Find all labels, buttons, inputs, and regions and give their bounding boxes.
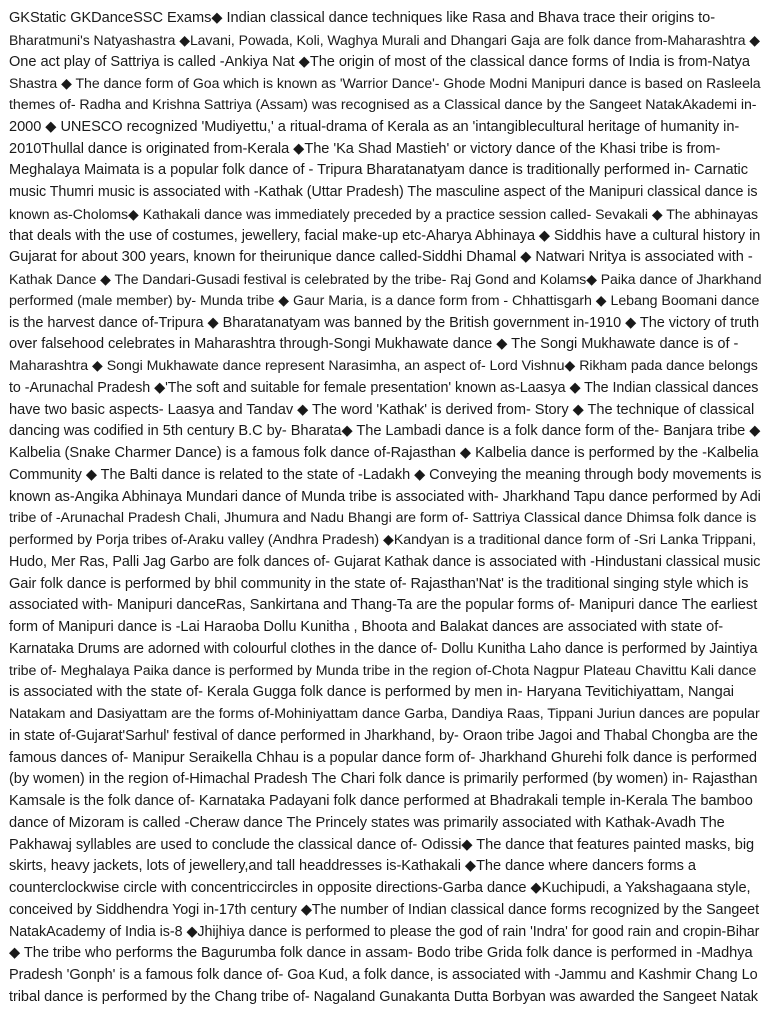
text-line: known as-Choloms◆ Kathakali dance was immediately preceded by a practice session called- Sevakali ◆ The abhinayas: [9, 205, 759, 222]
text-line: Maharashtra ◆ Songi Mukhawate dance represent Narasimha, an aspect of- Lord Vishnu◆ Rikham pada dance belongs: [9, 358, 758, 374]
text-line: Natakam and Dasiyattam are the forms of-Mohiniyattam dance Garba, Dandiya Raas, Tippani Juriun dances are popular: [9, 706, 760, 722]
text-line: 2000 ◆ UNESCO recognized 'Mudiyettu,' a ritual-drama of Kerala as an 'intangiblecultural heritage of humanity in-: [9, 118, 740, 135]
text-line: Meghalaya Maimata is a popular folk dance of - Tripura Bharatanatyam dance is traditionally performed in- Carnatic: [9, 162, 748, 179]
text-line: performed by Porja tribes of-Araku valley (Andhra Pradesh) ◆Kandyan is a traditional dance form of -Sri Lanka Trippani,: [9, 532, 757, 548]
text-line: Hudo, Mer Ras, Palli Jag Garbo are folk dances of- Gujarat Kathak dance is associated with -Hindustani classical music: [9, 553, 761, 570]
text-line: that deals with the use of costumes, jewellery, facial make-up etc-Aharya Abhinaya ◆ Siddhis have a cultural history in: [9, 227, 761, 244]
text-line: Karnataka Drums are adorned with colourful clothes in the dance of- Dollu Kunitha Laho dance is performed by Jaintiya: [9, 640, 758, 657]
text-line: tribe of- Meghalaya Paika dance is performed by Munda tribe in the region of-Chota Nagpur Plateau Chavittu Kali dance: [9, 662, 757, 679]
text-line: Pradesh 'Gonph' is a famous folk dance of- Goa Kud, a folk dance, is associated with -Jammu and Kashmir Chang Lo: [9, 967, 758, 983]
text-line: Bharatmuni's Natyashastra ◆Lavani, Powada, Koli, Waghya Murali and Dhangari Gaja are folk dance from-Maharashtra ◆: [9, 31, 761, 48]
text-line: in state of-Gujarat'Sarhul' festival of dance performed in Jharkhand, by- Oraon tribe Jagoi and Thabal Chongba are the: [9, 727, 758, 744]
text-line: dance of Mizoram is called -Cheraw dance The Princely states was primarily associated with Kathak-Avadh The: [9, 814, 725, 831]
text-line: NatakAcademy of India is-8 ◆Jhijhiya dance is performed to please the god of rain 'Indra' for good rain and cropin-Bihar: [9, 923, 760, 940]
text-line: Kamsale is the folk dance of- Karnataka Padayani folk dance performed at Bhadrakali temple in-Kerala The bamboo: [9, 793, 753, 809]
text-line: One act play of Sattriya is called -Ankiya Nat ◆The origin of most of the classical dance forms of India is from-Natya: [9, 53, 750, 70]
text-line: tribal dance is performed by the Chang tribe of- Nagaland Gunakanta Dutta Borbyan was awarded the Sangeet Natak: [9, 988, 758, 1005]
text-line: (by women) in the region of-Himachal Pradesh The Chari folk dance is primarily performed (by women) in- Rajasthan: [9, 771, 758, 788]
text-line: to -Arunachal Pradesh ◆'The soft and suitable for female presentation' known as-Laasya ◆ The Indian classical dances: [9, 379, 759, 396]
text-line: known as-Angika Abhinaya Mundari dance of Munda tribe is associated with- Jharkhand Tapu dance performed by Adi: [9, 488, 761, 505]
text-line: form of Manipuri dance is -Lai Haraoba Dollu Kunitha , Bhoota and Balakat dances are associated with state of-: [9, 619, 724, 635]
text-line: famous dances of- Manipur Seraikella Chhau is a popular dance form of- Jharkhand Ghurehi folk dance is performed: [9, 749, 758, 766]
text-line: themes of- Radha and Krishna Sattriya (Assam) was recognised as a Classical dance by the Sangeet NatakAkademi in-: [9, 97, 757, 113]
text-line: performed (male member) by- Munda tribe ◆ Gaur Maria, is a dance form from - Chhattisgarh ◆ Lebang Boomani dance: [9, 292, 760, 309]
text-line: have two basic aspects- Laasya and Tandav ◆ The word 'Kathak' is derived from- Story ◆ The technique of classical: [9, 401, 755, 418]
text-line: Shastra ◆ The dance form of Goa which is known as 'Warrior Dance'- Ghode Modni Manipuri dance is based on Rasleela: [9, 75, 761, 92]
text-line: associated with- Manipuri danceRas, Sankirtana and Thang-Ta are the popular forms of- Manipuri dance The earliest: [9, 597, 758, 614]
text-line: tribe of -Arunachal Pradesh Chali, Jhumura and Nadu Bhangi are form of- Sattriya Classical dance Dhimsa folk dance is: [9, 510, 757, 527]
text-line: Gujarat for about 300 years, known for theirunique dance called-Siddhi Dhamal ◆ Natwari Nritya is associated with -: [9, 249, 753, 266]
text-line: counterclockwise circle with concentriccircles in opposite directions-Garba dance ◆Kuchipudi, a Yakshagaana style,: [9, 880, 751, 896]
text-line: skirts, heavy jackets, lots of jewellery,and tall headdresses is-Kathakali ◆The dance where dancers forms a: [9, 858, 696, 875]
text-line: Pakhawaj syllables are used to conclude the classical dance of- Odissi◆ The dance that features painted masks, big: [9, 836, 755, 853]
text-line: Community ◆ The Balti dance is related to the state of -Ladakh ◆ Conveying the meaning through body movements is: [9, 466, 761, 483]
text-line: is associated with the state of- Kerala Gugga folk dance is performed by men in- Haryana Tevitichiyattam, Nangai: [9, 684, 734, 701]
text-line: dancing was codified in 5th century B.C by- Bharata◆ The Lambadi dance is a folk dance form of the- Banjara tribe ◆: [9, 423, 761, 440]
text-line: music Thumri music is associated with -Kathak (Uttar Pradesh) The masculine aspect of the Manipuri classical dance is: [9, 184, 758, 200]
text-line: GKStatic GKDanceSSC Exams◆ Indian classical dance techniques like Rasa and Bhava trace their origins to-: [9, 10, 716, 26]
text-line: conceived by Siddhendra Yogi in-17th century ◆The number of Indian classical dance forms recognized by the Sangeet: [9, 901, 759, 918]
text-line: ◆ The tribe who performs the Bagurumba folk dance in assam- Bodo tribe Grida folk dance is performed in -Madhya: [9, 945, 753, 962]
text-line: 2010Thullal dance is originated from-Kerala ◆The 'Ka Shad Mastieh' or victory dance of the Khasi tribe is from-: [9, 140, 721, 157]
text-line: Kathak Dance ◆ The Dandari-Gusadi festival is celebrated by the tribe- Raj Gond and Kolams◆ Paika dance of Jharkhand: [9, 271, 761, 287]
document-text-body: [9, 8, 761, 1020]
text-line: Kalbelia (Snake Charmer Dance) is a famous folk dance of-Rajasthan ◆ Kalbelia dance is performed by the -Kalbelia: [9, 445, 759, 461]
text-line: over falsehood celebrates in Maharashtra through-Songi Mukhawate dance ◆ The Songi Mukhawate dance is of -: [9, 336, 739, 353]
text-line: Gair folk dance is performed by bhil community in the state of- Rajasthan'Nat' is the traditional singing style which is: [9, 575, 749, 592]
text-line: is the harvest dance of-Tripura ◆ Bharatanatyam was banned by the British government in-1910 ◆ The victory of truth: [9, 314, 759, 331]
